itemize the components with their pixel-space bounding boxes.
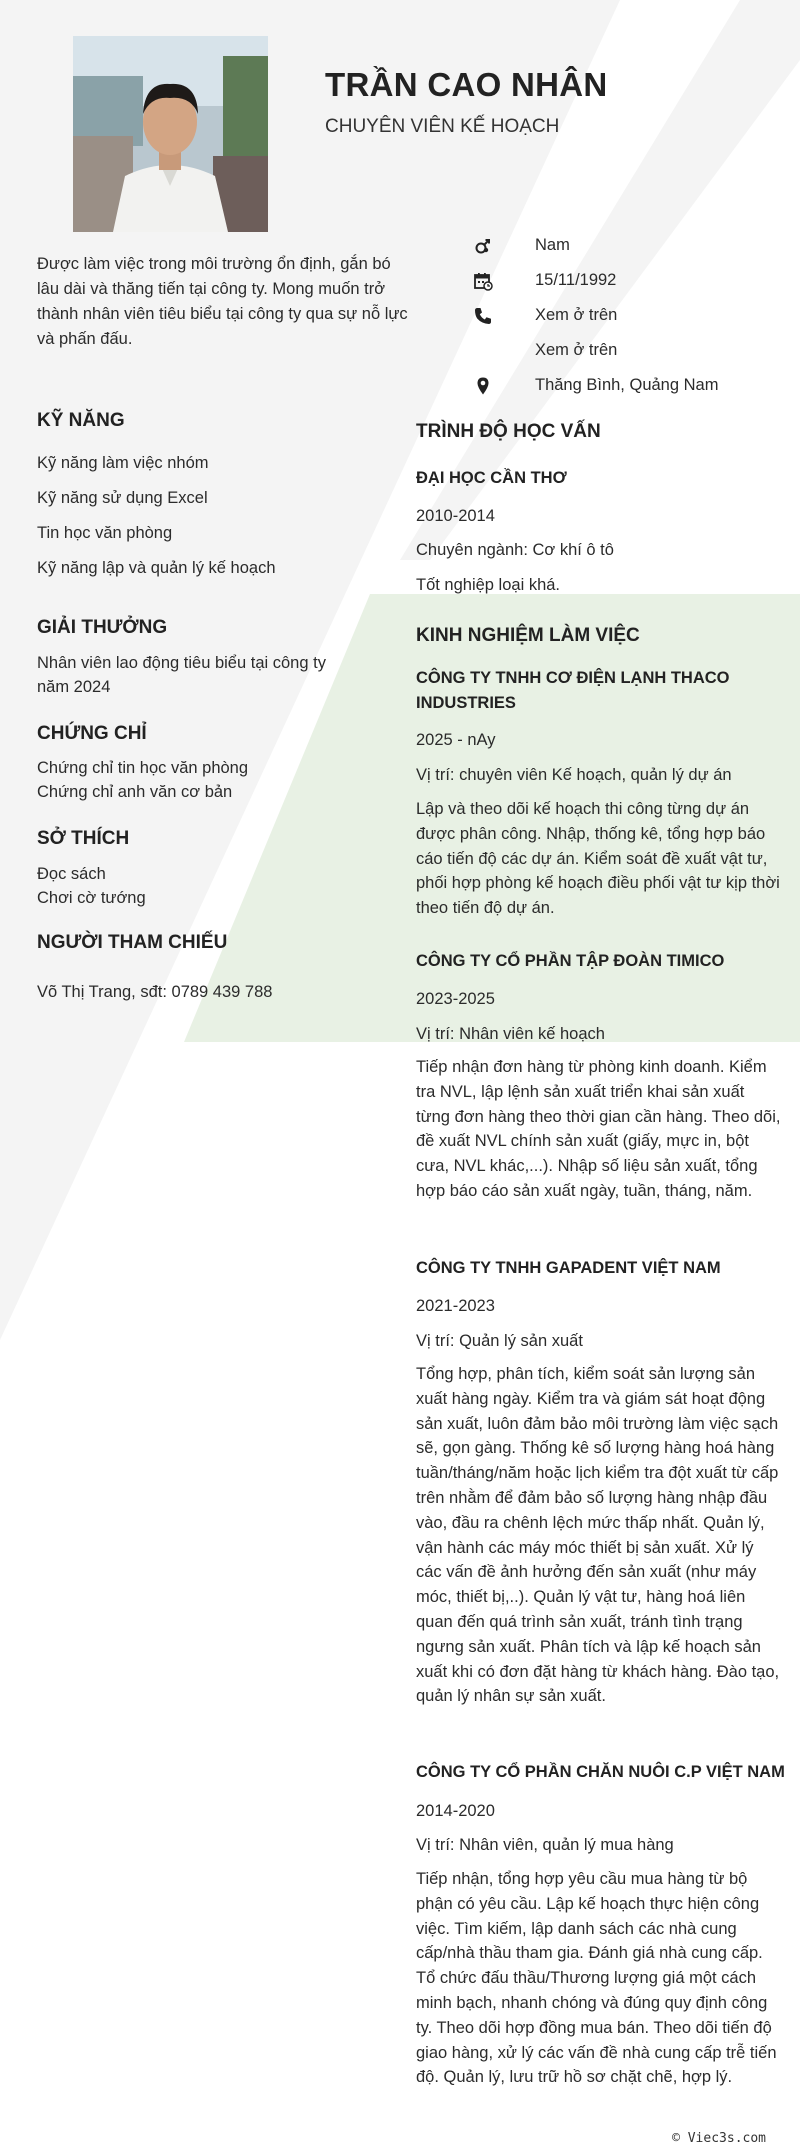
job-period: 2021-2023 xyxy=(416,1297,495,1315)
calendar-icon xyxy=(473,271,505,291)
job-title: CHUYÊN VIÊN KẾ HOẠCH xyxy=(325,116,560,137)
contact-gender xyxy=(473,228,783,263)
awards-heading: GIẢI THƯỞNG xyxy=(37,617,168,638)
job-description: Tiếp nhận đơn hàng từ phòng kinh doanh. Kiểm tra NVL, lập lệnh sản xuất triển khai sản xuất từng đơn hàng theo thời gian cần hàng. Theo dõi, đề xuất NVL chính sản xuất (giấy, mực in, bột cưa, NVL khác,...). Nhập số liệu sản xuất, tổng hợp báo cáo sản xuất ngày, tuần, tháng, năm. xyxy=(416,1058,781,1200)
phone-icon xyxy=(473,306,505,326)
job-company: CÔNG TY CỔ PHẦN CHĂN NUÔI C.P VIỆT NAM xyxy=(416,1763,785,1781)
job-description: Lập và theo dõi kế hoạch thi công từng dự án được phân công. Nhập, thống kê, tổng hợp báo cáo tiến độ các dự án. Kiểm soát đề xuất vật tư, phối hợp phòng kế hoạch điều phối vật tư kịp thời theo tiến độ dự án. xyxy=(416,800,780,918)
footer-credit: © Viec3s.com xyxy=(672,2131,766,2146)
skill-item: Kỹ năng lập và quản lý kế hoạch xyxy=(37,559,276,577)
reference-item: Võ Thị Trang, sđt: 0789 439 788 xyxy=(37,983,273,1001)
birthday-value: 15/11/1992 xyxy=(535,271,617,289)
job-company: CÔNG TY TNHH GAPADENT VIỆT NAM xyxy=(416,1259,721,1277)
job-period: 2014-2020 xyxy=(416,1802,495,1820)
contact-email xyxy=(473,333,783,368)
certificate-item: Chứng chỉ anh văn cơ bản xyxy=(37,783,233,801)
gender-icon xyxy=(473,236,505,256)
job-description: Tiếp nhận, tổng hợp yêu cầu mua hàng từ bộ phận có yêu cầu. Lập kế hoạch thực hiện công việc. Tìm kiếm, lập danh sách các nhà cung cấp/nhà thầu tham gia. Đánh giá nhà cung cấp. Tổ chức đấu thầu/Thương lượng giá một cách minh bạch, nhanh chóng và đúng quy định công ty. Theo dõi hợp đồng mua bán. Theo dõi tiến độ giao hàng, xử lý các vấn đề nhà cung cấp trễ tiến độ. Quản lý, lưu trữ hồ sơ chặt chẽ, hợp lý. xyxy=(416,1870,777,2087)
references-heading: NGƯỜI THAM CHIẾU xyxy=(37,932,228,953)
email-value: Xem ở trên xyxy=(535,341,618,359)
job-period: 2023-2025 xyxy=(416,990,495,1008)
job-position: Vị trí: Nhân viên kế hoạch xyxy=(416,1025,605,1043)
hobby-item: Đọc sách xyxy=(37,865,106,883)
job-position: Vị trí: Nhân viên, quản lý mua hàng xyxy=(416,1836,674,1854)
contact-info xyxy=(473,228,783,403)
job-position: Vị trí: Quản lý sản xuất xyxy=(416,1332,583,1350)
contact-birthday xyxy=(473,263,783,298)
address-value: Thăng Bình, Quảng Nam xyxy=(535,376,719,394)
school-name: ĐẠI HỌC CẦN THƠ xyxy=(416,469,567,487)
job-position: Vị trí: chuyên viên Kế hoạch, quản lý dự án xyxy=(416,766,732,784)
skill-item: Kỹ năng sử dụng Excel xyxy=(37,489,208,507)
education-heading: TRÌNH ĐỘ HỌC VẤN xyxy=(416,421,601,442)
location-icon xyxy=(473,376,505,396)
education-grade: Tốt nghiệp loại khá. xyxy=(416,576,561,594)
education-major: Chuyên ngành: Cơ khí ô tô xyxy=(416,541,614,559)
job-period: 2025 - nAy xyxy=(416,731,496,749)
certificate-item: Chứng chỉ tin học văn phòng xyxy=(37,759,249,777)
candidate-name: TRẦN CAO NHÂN xyxy=(325,66,608,103)
career-objective: Được làm việc trong môi trường ổn định, gắn bó lâu dài và thăng tiến tại công ty. Mong muốn trở thành nhân viên tiêu biểu tại công ty qua sự nỗ lực và phấn đấu. xyxy=(37,255,408,348)
experience-heading: KINH NGHIỆM LÀM VIỆC xyxy=(416,625,640,646)
award-item: Nhân viên lao động tiêu biểu tại công ty năm 2024 xyxy=(37,654,326,696)
education-period: 2010-2014 xyxy=(416,507,495,525)
skill-item: Tin học văn phòng xyxy=(37,524,173,542)
profile-photo xyxy=(73,36,268,232)
skill-item: Kỹ năng làm việc nhóm xyxy=(37,454,209,472)
gender-value: Nam xyxy=(535,236,570,254)
contact-phone xyxy=(473,298,783,333)
job-company: CÔNG TY TNHH CƠ ĐIỆN LẠNH THACO INDUSTRIES xyxy=(416,669,730,712)
skills-heading: KỸ NĂNG xyxy=(37,410,125,431)
phone-value: Xem ở trên xyxy=(535,306,618,324)
job-description: Tổng hợp, phân tích, kiểm soát sản lượng sản xuất hàng ngày. Kiểm tra và giám sát hoạt động sản xuất, luôn đảm bảo môi trường làm việc sạch sẽ, gọn gàng. Thống kê số lượng hàng hoá hàng tuần/tháng/năm hoặc lịch kiểm tra đột xuất từ cấp trên nhằm để đảm bảo số lượng hàng nhập đầu vào, đầu ra chênh lệch mức thấp nhất. Quản lý, vận hành các máy móc thiết bị sản xuất. Xử lý các vấn đề ảnh hưởng đến sản xuất (như máy móc, thiết bị,..). Quản lý vật tư, hàng hoá liên quan đến quá trình sản xuất, tránh tình trạng ngưng sản xuất. Phân tích và lập kế hoạch sản xuất khi có đơn đặt hàng từ khách hàng. Đào tạo, quản lý nhân sự sản xuất. xyxy=(416,1365,780,1706)
contact-address xyxy=(473,368,783,403)
hobbies-heading: SỞ THÍCH xyxy=(37,828,130,849)
hobby-item: Chơi cờ tướng xyxy=(37,889,146,907)
job-company: CÔNG TY CỔ PHẦN TẬP ĐOÀN TIMICO xyxy=(416,952,725,970)
certificates-heading: CHỨNG CHỈ xyxy=(37,723,147,744)
